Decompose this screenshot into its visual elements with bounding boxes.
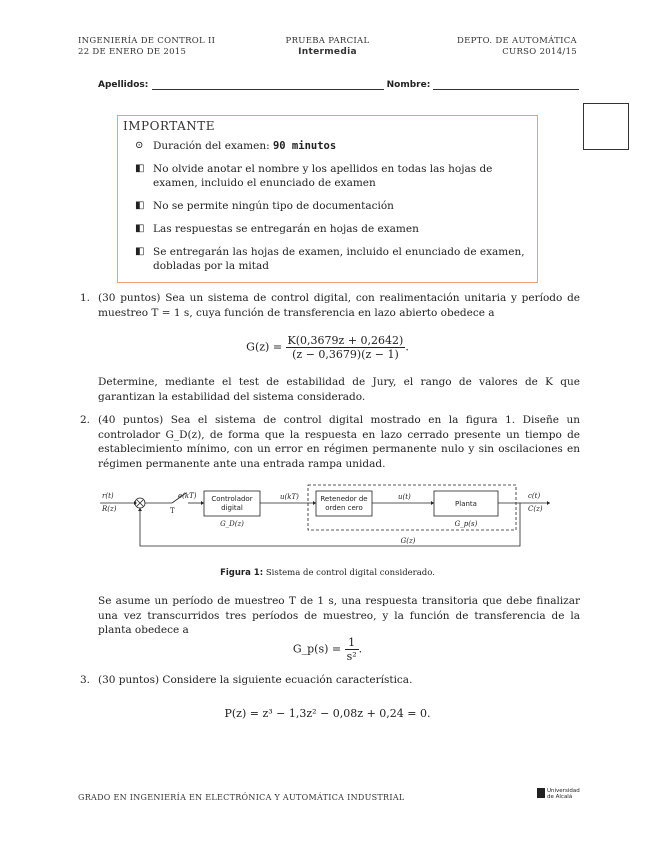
eq-lhs: G_p(s) = <box>292 642 342 656</box>
important-item <box>135 245 532 273</box>
question-text: (30 puntos) Sea un sistema de control digital, con realimentación unitaria y período de muestreo T = 1 s, cuya función de transferencia en lazo abierto obedece a <box>98 292 580 319</box>
caption-label: Figura 1: <box>220 568 264 578</box>
eq-end: . <box>358 642 363 656</box>
question-number: 1. <box>80 292 91 304</box>
controller-label-1: Controlador <box>211 495 253 503</box>
question-2-text2 <box>98 594 580 638</box>
item-text: Se entregarán las hojas de examen, incluido el enunciado de examen, dobladas por la mitad <box>153 246 525 272</box>
question-3 <box>80 673 580 688</box>
eq-numerator: 1 <box>345 636 359 650</box>
controller-tf: G_D(z) <box>220 520 244 528</box>
item-text: Las respuestas se entregarán en hojas de examen <box>153 223 419 235</box>
item-text: Duración del examen: <box>153 140 273 152</box>
exam-type: PRUEBA PARCIAL <box>285 36 370 46</box>
caption-text: Sistema de control digital considerado. <box>265 568 435 578</box>
question-text: Se asume un período de muestreo T de 1 s, una respuesta transitoria que debe finalizar una vez transcurridos tres períodos de muestreo, y la función de transferencia de la planta obedece a <box>98 595 580 636</box>
plant-label: Planta <box>455 500 477 508</box>
surname-line[interactable] <box>152 89 384 90</box>
label-C: C(z) <box>528 505 543 513</box>
logo-line-1: Universidad <box>547 788 580 794</box>
bullet-icon: ⊙ <box>135 140 144 151</box>
question-text: (30 puntos) Considere la siguiente ecuación característica. <box>98 674 413 686</box>
block-diagram <box>100 484 550 552</box>
question-text: Determine, mediante el test de estabilidad de Jury, el rango de valores de K que garantizan la estabilidad del sistema considerado. <box>98 376 580 403</box>
important-item <box>135 162 532 190</box>
eq-end: . <box>405 340 409 354</box>
fraction <box>286 334 406 361</box>
equation-gz <box>0 334 655 361</box>
important-box <box>117 115 538 283</box>
question-2 <box>80 413 580 471</box>
eq-denominator: s² <box>346 650 357 663</box>
question-text: (40 puntos) Sea el sistema de control digital mostrado en la figura 1. Diseñe un controlador G_D(z), de forma que la respuesta en lazo cerrado presente un tiempo de establecimiento mínimo, con un error en régimen permanente nulo y sin oscilaciones en régimen permanente ante una entrada rampa unidad. <box>98 414 580 470</box>
fraction <box>345 636 359 663</box>
footer-text: GRADO EN INGENIERÍA EN ELECTRÓNICA Y AUTOMÁTICA INDUSTRIAL <box>78 793 405 802</box>
eq-denominator: (z − 0,3679)(z − 1) <box>292 348 399 361</box>
score-box <box>583 103 629 150</box>
exam-date: 22 DE ENERO DE 2015 <box>78 47 187 57</box>
important-title: IMPORTANTE <box>123 119 216 133</box>
academic-year: CURSO 2014/15 <box>502 47 577 57</box>
hold-label-1: Retenedor de <box>320 495 368 503</box>
logo-line-2: de Alcalá <box>547 794 573 800</box>
important-item <box>135 222 532 236</box>
bullet-icon: ◧ <box>135 246 145 257</box>
label-r: r(t) <box>102 492 114 500</box>
hold-label-2: orden cero <box>325 504 363 512</box>
equation-gp <box>0 636 655 663</box>
item-bold: 90 minutos <box>272 140 337 152</box>
question-1 <box>80 291 580 320</box>
university-logo <box>537 788 580 800</box>
label-c: c(t) <box>528 492 541 500</box>
label-R: R(z) <box>102 505 117 513</box>
name-label: Nombre: <box>386 80 431 90</box>
question-number: 3. <box>80 674 91 686</box>
bullet-icon: ◧ <box>135 223 145 234</box>
item-text: No olvide anotar el nombre y los apellidos en todas las hojas de examen, incluido el enunciado de examen <box>153 163 493 189</box>
label-ukt: u(kT) <box>280 493 299 501</box>
eq-numerator: K(0,3679z + 0,2642) <box>287 334 404 347</box>
item-text: No se permite ningún tipo de documentación <box>153 200 394 212</box>
figure-caption <box>0 568 655 578</box>
course-name: INGENIERÍA DE CONTROL II <box>78 36 216 46</box>
label-e: e(kT) <box>178 492 197 500</box>
important-item <box>135 199 532 213</box>
label-gz: G(z) <box>400 537 416 545</box>
important-item <box>135 139 532 153</box>
label-ut: u(t) <box>398 493 411 501</box>
department: DEPTO. DE AUTOMÁTICA <box>457 36 577 46</box>
question-number: 2. <box>80 414 91 426</box>
label-T: T <box>170 507 175 515</box>
name-fields <box>98 80 579 90</box>
name-line[interactable] <box>433 89 579 90</box>
header-right <box>457 36 577 58</box>
plant-tf: G_p(s) <box>454 520 478 528</box>
surname-label: Apellidos: <box>98 80 149 90</box>
question-1-text2 <box>80 375 580 404</box>
bullet-icon: ◧ <box>135 200 145 211</box>
eq-lhs: G(z) = <box>246 340 283 354</box>
controller-label-2: digital <box>221 504 243 512</box>
exam-subtitle: Intermedia <box>298 47 357 57</box>
university-emblem-icon <box>537 788 545 798</box>
bullet-icon: ◧ <box>135 163 145 174</box>
equation-pz: P(z) = z³ − 1,3z² − 0,08z + 0,24 = 0. <box>224 707 431 720</box>
